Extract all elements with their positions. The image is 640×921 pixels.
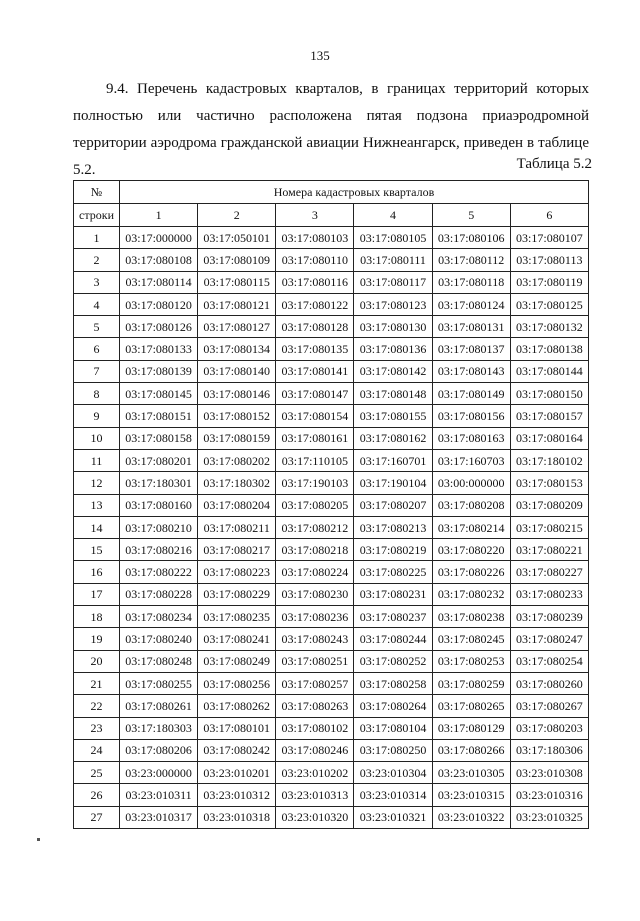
cadastral-number-cell: 03:17:080236 <box>276 606 354 628</box>
cadastral-number-cell: 03:17:080112 <box>432 249 510 271</box>
table-row <box>74 784 589 806</box>
cadastral-number-cell: 03:17:080106 <box>432 227 510 249</box>
cadastral-number-cell: 03:23:010312 <box>198 784 276 806</box>
cadastral-number-cell: 03:17:080159 <box>198 427 276 449</box>
column-header: 2 <box>198 204 276 227</box>
cadastral-number-cell: 03:17:080216 <box>120 539 198 561</box>
cadastral-number-cell: 03:17:080220 <box>432 539 510 561</box>
cadastral-number-cell: 03:17:080151 <box>120 405 198 427</box>
row-number-cell: 15 <box>74 539 120 561</box>
cadastral-number-cell: 03:17:080155 <box>354 405 432 427</box>
cadastral-number-cell: 03:23:010308 <box>510 762 588 784</box>
column-header: 1 <box>120 204 198 227</box>
cadastral-number-cell: 03:17:080111 <box>354 249 432 271</box>
cadastral-number-cell: 03:17:080261 <box>120 695 198 717</box>
cadastral-number-cell: 03:17:080247 <box>510 628 588 650</box>
row-number-cell: 12 <box>74 472 120 494</box>
header-group-title: Номера кадастровых кварталов <box>120 181 589 204</box>
table-row <box>74 427 589 449</box>
header-row-number-label: строки <box>74 204 120 227</box>
cadastral-number-cell: 03:17:080210 <box>120 516 198 538</box>
cadastral-number-cell: 03:17:080266 <box>432 739 510 761</box>
cadastral-number-cell: 03:17:080206 <box>120 739 198 761</box>
table-row <box>74 539 589 561</box>
cadastral-number-cell: 03:17:080143 <box>432 360 510 382</box>
cadastral-number-cell: 03:17:080245 <box>432 628 510 650</box>
cadastral-number-cell: 03:17:080229 <box>198 583 276 605</box>
table-row <box>74 695 589 717</box>
table-subheader-row <box>74 204 589 227</box>
table-row <box>74 762 589 784</box>
cadastral-number-cell: 03:17:080219 <box>354 539 432 561</box>
cadastral-number-cell: 03:23:010321 <box>354 806 432 828</box>
table-row <box>74 672 589 694</box>
cadastral-number-cell: 03:17:080214 <box>432 516 510 538</box>
cadastral-number-cell: 03:17:080221 <box>510 539 588 561</box>
cadastral-number-cell: 03:17:080237 <box>354 606 432 628</box>
table-header-row <box>74 181 589 204</box>
cadastral-number-cell: 03:17:180102 <box>510 449 588 471</box>
cadastral-number-cell: 03:17:080212 <box>276 516 354 538</box>
cadastral-number-cell: 03:17:180303 <box>120 717 198 739</box>
cadastral-number-cell: 03:17:190103 <box>276 472 354 494</box>
cadastral-number-cell: 03:23:010202 <box>276 762 354 784</box>
cadastral-number-cell: 03:17:080213 <box>354 516 432 538</box>
table-row <box>74 338 589 360</box>
cadastral-number-cell: 03:17:080135 <box>276 338 354 360</box>
column-header: 6 <box>510 204 588 227</box>
cadastral-number-cell: 03:17:080156 <box>432 405 510 427</box>
table-caption: Таблица 5.2 <box>516 156 592 172</box>
cadastral-number-cell: 03:17:080232 <box>432 583 510 605</box>
cadastral-number-cell: 03:17:080117 <box>354 271 432 293</box>
cadastral-number-cell: 03:17:080127 <box>198 316 276 338</box>
cadastral-number-cell: 03:17:080137 <box>432 338 510 360</box>
cadastral-number-cell: 03:17:080253 <box>432 650 510 672</box>
cadastral-number-cell: 03:17:080244 <box>354 628 432 650</box>
table-row <box>74 583 589 605</box>
cadastral-number-cell: 03:17:080144 <box>510 360 588 382</box>
column-header: 3 <box>276 204 354 227</box>
body-paragraph: 9.4. Перечень кадастровых кварталов, в границах территорий которых полностью или частично расположена пятая подзона приаэродромной территории аэродрома гражданской авиации Нижнеангарск, приведен в таблице 5.2. <box>73 81 589 178</box>
cadastral-number-cell: 03:17:080215 <box>510 516 588 538</box>
cadastral-number-cell: 03:17:080116 <box>276 271 354 293</box>
cadastral-number-cell: 03:23:010313 <box>276 784 354 806</box>
cadastral-number-cell: 03:17:080267 <box>510 695 588 717</box>
cadastral-number-cell: 03:17:080104 <box>354 717 432 739</box>
row-number-cell: 19 <box>74 628 120 650</box>
cadastral-number-cell: 03:17:080154 <box>276 405 354 427</box>
cadastral-quarters-table <box>73 180 589 829</box>
column-header: 5 <box>432 204 510 227</box>
cadastral-number-cell: 03:23:010320 <box>276 806 354 828</box>
table-row <box>74 739 589 761</box>
table-row <box>74 293 589 315</box>
table-row <box>74 494 589 516</box>
row-number-cell: 20 <box>74 650 120 672</box>
cadastral-number-cell: 03:17:080251 <box>276 650 354 672</box>
cadastral-number-cell: 03:17:180302 <box>198 472 276 494</box>
table-row <box>74 516 589 538</box>
cadastral-number-cell: 03:17:080150 <box>510 383 588 405</box>
cadastral-number-cell: 03:17:080160 <box>120 494 198 516</box>
cadastral-number-cell: 03:23:010314 <box>354 784 432 806</box>
row-number-cell: 27 <box>74 806 120 828</box>
cadastral-number-cell: 03:23:010317 <box>120 806 198 828</box>
cadastral-number-cell: 03:17:080152 <box>198 405 276 427</box>
table-row <box>74 249 589 271</box>
cadastral-number-cell: 03:23:010318 <box>198 806 276 828</box>
row-number-cell: 7 <box>74 360 120 382</box>
cadastral-number-cell: 03:17:080262 <box>198 695 276 717</box>
cadastral-number-cell: 03:17:080248 <box>120 650 198 672</box>
row-number-cell: 5 <box>74 316 120 338</box>
row-number-cell: 11 <box>74 449 120 471</box>
cadastral-number-cell: 03:17:190104 <box>354 472 432 494</box>
cadastral-number-cell: 03:17:080242 <box>198 739 276 761</box>
cadastral-number-cell: 03:17:080108 <box>120 249 198 271</box>
table-row <box>74 717 589 739</box>
cadastral-number-cell: 03:17:080225 <box>354 561 432 583</box>
cadastral-number-cell: 03:17:080257 <box>276 672 354 694</box>
cadastral-number-cell: 03:17:080134 <box>198 338 276 360</box>
cadastral-number-cell: 03:17:080158 <box>120 427 198 449</box>
row-number-cell: 13 <box>74 494 120 516</box>
row-number-cell: 22 <box>74 695 120 717</box>
cadastral-number-cell: 03:17:080256 <box>198 672 276 694</box>
cadastral-number-cell: 03:17:080243 <box>276 628 354 650</box>
table-row <box>74 271 589 293</box>
row-number-cell: 18 <box>74 606 120 628</box>
scan-mark <box>37 838 40 841</box>
cadastral-number-cell: 03:17:080239 <box>510 606 588 628</box>
cadastral-number-cell: 03:23:010322 <box>432 806 510 828</box>
row-number-cell: 23 <box>74 717 120 739</box>
cadastral-number-cell: 03:17:080122 <box>276 293 354 315</box>
row-number-cell: 21 <box>74 672 120 694</box>
table-row <box>74 449 589 471</box>
cadastral-number-cell: 03:17:080224 <box>276 561 354 583</box>
cadastral-number-cell: 03:17:080142 <box>354 360 432 382</box>
table-row <box>74 360 589 382</box>
cadastral-number-cell: 03:17:080123 <box>354 293 432 315</box>
table-body <box>74 227 589 829</box>
row-number-cell: 25 <box>74 762 120 784</box>
cadastral-number-cell: 03:17:050101 <box>198 227 276 249</box>
cadastral-number-cell: 03:17:080149 <box>432 383 510 405</box>
cadastral-number-cell: 03:17:080204 <box>198 494 276 516</box>
cadastral-number-cell: 03:17:080121 <box>198 293 276 315</box>
cadastral-number-cell: 03:17:080226 <box>432 561 510 583</box>
cadastral-number-cell: 03:17:180301 <box>120 472 198 494</box>
cadastral-number-cell: 03:17:080163 <box>432 427 510 449</box>
row-number-cell: 26 <box>74 784 120 806</box>
row-number-cell: 2 <box>74 249 120 271</box>
cadastral-number-cell: 03:17:080217 <box>198 539 276 561</box>
cadastral-number-cell: 03:17:110105 <box>276 449 354 471</box>
cadastral-number-cell: 03:17:080240 <box>120 628 198 650</box>
cadastral-number-cell: 03:17:080258 <box>354 672 432 694</box>
cadastral-number-cell: 03:23:010311 <box>120 784 198 806</box>
cadastral-number-cell: 03:17:080264 <box>354 695 432 717</box>
table-row <box>74 650 589 672</box>
cadastral-number-cell: 03:17:080208 <box>432 494 510 516</box>
cadastral-number-cell: 03:17:080138 <box>510 338 588 360</box>
cadastral-number-cell: 03:17:080227 <box>510 561 588 583</box>
cadastral-number-cell: 03:17:080119 <box>510 271 588 293</box>
table-row <box>74 561 589 583</box>
table-row <box>74 606 589 628</box>
cadastral-number-cell: 03:17:080254 <box>510 650 588 672</box>
cadastral-number-cell: 03:17:080222 <box>120 561 198 583</box>
cadastral-number-cell: 03:17:080147 <box>276 383 354 405</box>
row-number-cell: 3 <box>74 271 120 293</box>
cadastral-number-cell: 03:17:080115 <box>198 271 276 293</box>
cadastral-number-cell: 03:17:080141 <box>276 360 354 382</box>
cadastral-number-cell: 03:17:080130 <box>354 316 432 338</box>
cadastral-number-cell: 03:17:080235 <box>198 606 276 628</box>
cadastral-number-cell: 03:17:080259 <box>432 672 510 694</box>
cadastral-number-cell: 03:17:080103 <box>276 227 354 249</box>
cadastral-number-cell: 03:17:080139 <box>120 360 198 382</box>
cadastral-number-cell: 03:17:080162 <box>354 427 432 449</box>
cadastral-number-cell: 03:23:010304 <box>354 762 432 784</box>
cadastral-number-cell: 03:17:080250 <box>354 739 432 761</box>
cadastral-number-cell: 03:17:080223 <box>198 561 276 583</box>
cadastral-number-cell: 03:17:080133 <box>120 338 198 360</box>
row-number-cell: 10 <box>74 427 120 449</box>
cadastral-number-cell: 03:17:080241 <box>198 628 276 650</box>
row-number-cell: 14 <box>74 516 120 538</box>
cadastral-number-cell: 03:17:080113 <box>510 249 588 271</box>
row-number-cell: 6 <box>74 338 120 360</box>
cadastral-number-cell: 03:17:080202 <box>198 449 276 471</box>
cadastral-number-cell: 03:23:010315 <box>432 784 510 806</box>
cadastral-number-cell: 03:17:080161 <box>276 427 354 449</box>
row-number-cell: 24 <box>74 739 120 761</box>
cadastral-number-cell: 03:17:080265 <box>432 695 510 717</box>
cadastral-number-cell: 03:17:080132 <box>510 316 588 338</box>
cadastral-number-cell: 03:17:080252 <box>354 650 432 672</box>
row-number-cell: 4 <box>74 293 120 315</box>
table-row <box>74 405 589 427</box>
cadastral-number-cell: 03:17:080145 <box>120 383 198 405</box>
cadastral-number-cell: 03:17:160703 <box>432 449 510 471</box>
cadastral-number-cell: 03:17:080126 <box>120 316 198 338</box>
cadastral-number-cell: 03:17:080109 <box>198 249 276 271</box>
table-row <box>74 628 589 650</box>
cadastral-number-cell: 03:17:080125 <box>510 293 588 315</box>
cadastral-number-cell: 03:17:080207 <box>354 494 432 516</box>
cadastral-number-cell: 03:17:080231 <box>354 583 432 605</box>
cadastral-number-cell: 03:17:080260 <box>510 672 588 694</box>
row-number-cell: 17 <box>74 583 120 605</box>
row-number-cell: 8 <box>74 383 120 405</box>
cadastral-number-cell: 03:23:010305 <box>432 762 510 784</box>
cadastral-number-cell: 03:17:080205 <box>276 494 354 516</box>
cadastral-number-cell: 03:17:080238 <box>432 606 510 628</box>
cadastral-number-cell: 03:23:000000 <box>120 762 198 784</box>
table-row <box>74 227 589 249</box>
cadastral-number-cell: 03:17:080131 <box>432 316 510 338</box>
row-number-cell: 1 <box>74 227 120 249</box>
cadastral-number-cell: 03:17:080102 <box>276 717 354 739</box>
cadastral-number-cell: 03:17:080136 <box>354 338 432 360</box>
cadastral-number-cell: 03:17:080148 <box>354 383 432 405</box>
cadastral-number-cell: 03:17:080110 <box>276 249 354 271</box>
header-row-number-symbol: № <box>74 181 120 204</box>
cadastral-number-cell: 03:17:080218 <box>276 539 354 561</box>
cadastral-number-cell: 03:23:010201 <box>198 762 276 784</box>
cadastral-number-cell: 03:17:080203 <box>510 717 588 739</box>
row-number-cell: 16 <box>74 561 120 583</box>
cadastral-number-cell: 03:17:180306 <box>510 739 588 761</box>
cadastral-number-cell: 03:17:080146 <box>198 383 276 405</box>
cadastral-number-cell: 03:17:080105 <box>354 227 432 249</box>
cadastral-number-cell: 03:17:080230 <box>276 583 354 605</box>
cadastral-number-cell: 03:17:080201 <box>120 449 198 471</box>
cadastral-number-cell: 03:17:080233 <box>510 583 588 605</box>
cadastral-number-cell: 03:17:080129 <box>432 717 510 739</box>
table-row <box>74 472 589 494</box>
cadastral-number-cell: 03:17:160701 <box>354 449 432 471</box>
page-number: 135 <box>310 48 330 63</box>
cadastral-number-cell: 03:17:080249 <box>198 650 276 672</box>
cadastral-number-cell: 03:23:010325 <box>510 806 588 828</box>
cadastral-number-cell: 03:17:080118 <box>432 271 510 293</box>
cadastral-number-cell: 03:17:080209 <box>510 494 588 516</box>
cadastral-number-cell: 03:17:080120 <box>120 293 198 315</box>
cadastral-number-cell: 03:17:080153 <box>510 472 588 494</box>
cadastral-number-cell: 03:17:080234 <box>120 606 198 628</box>
cadastral-number-cell: 03:17:080255 <box>120 672 198 694</box>
cadastral-number-cell: 03:17:080128 <box>276 316 354 338</box>
cadastral-number-cell: 03:17:080246 <box>276 739 354 761</box>
table-row <box>74 316 589 338</box>
table-row <box>74 806 589 828</box>
cadastral-number-cell: 03:17:080211 <box>198 516 276 538</box>
cadastral-number-cell: 03:17:080140 <box>198 360 276 382</box>
cadastral-number-cell: 03:17:080124 <box>432 293 510 315</box>
cadastral-number-cell: 03:17:080228 <box>120 583 198 605</box>
cadastral-number-cell: 03:17:080263 <box>276 695 354 717</box>
cadastral-number-cell: 03:17:080101 <box>198 717 276 739</box>
cadastral-number-cell: 03:17:080107 <box>510 227 588 249</box>
cadastral-number-cell: 03:17:080157 <box>510 405 588 427</box>
cadastral-number-cell: 03:17:080114 <box>120 271 198 293</box>
cadastral-number-cell: 03:17:080164 <box>510 427 588 449</box>
cadastral-number-cell: 03:17:000000 <box>120 227 198 249</box>
column-header: 4 <box>354 204 432 227</box>
table-row <box>74 383 589 405</box>
cadastral-number-cell: 03:00:000000 <box>432 472 510 494</box>
cadastral-number-cell: 03:23:010316 <box>510 784 588 806</box>
row-number-cell: 9 <box>74 405 120 427</box>
